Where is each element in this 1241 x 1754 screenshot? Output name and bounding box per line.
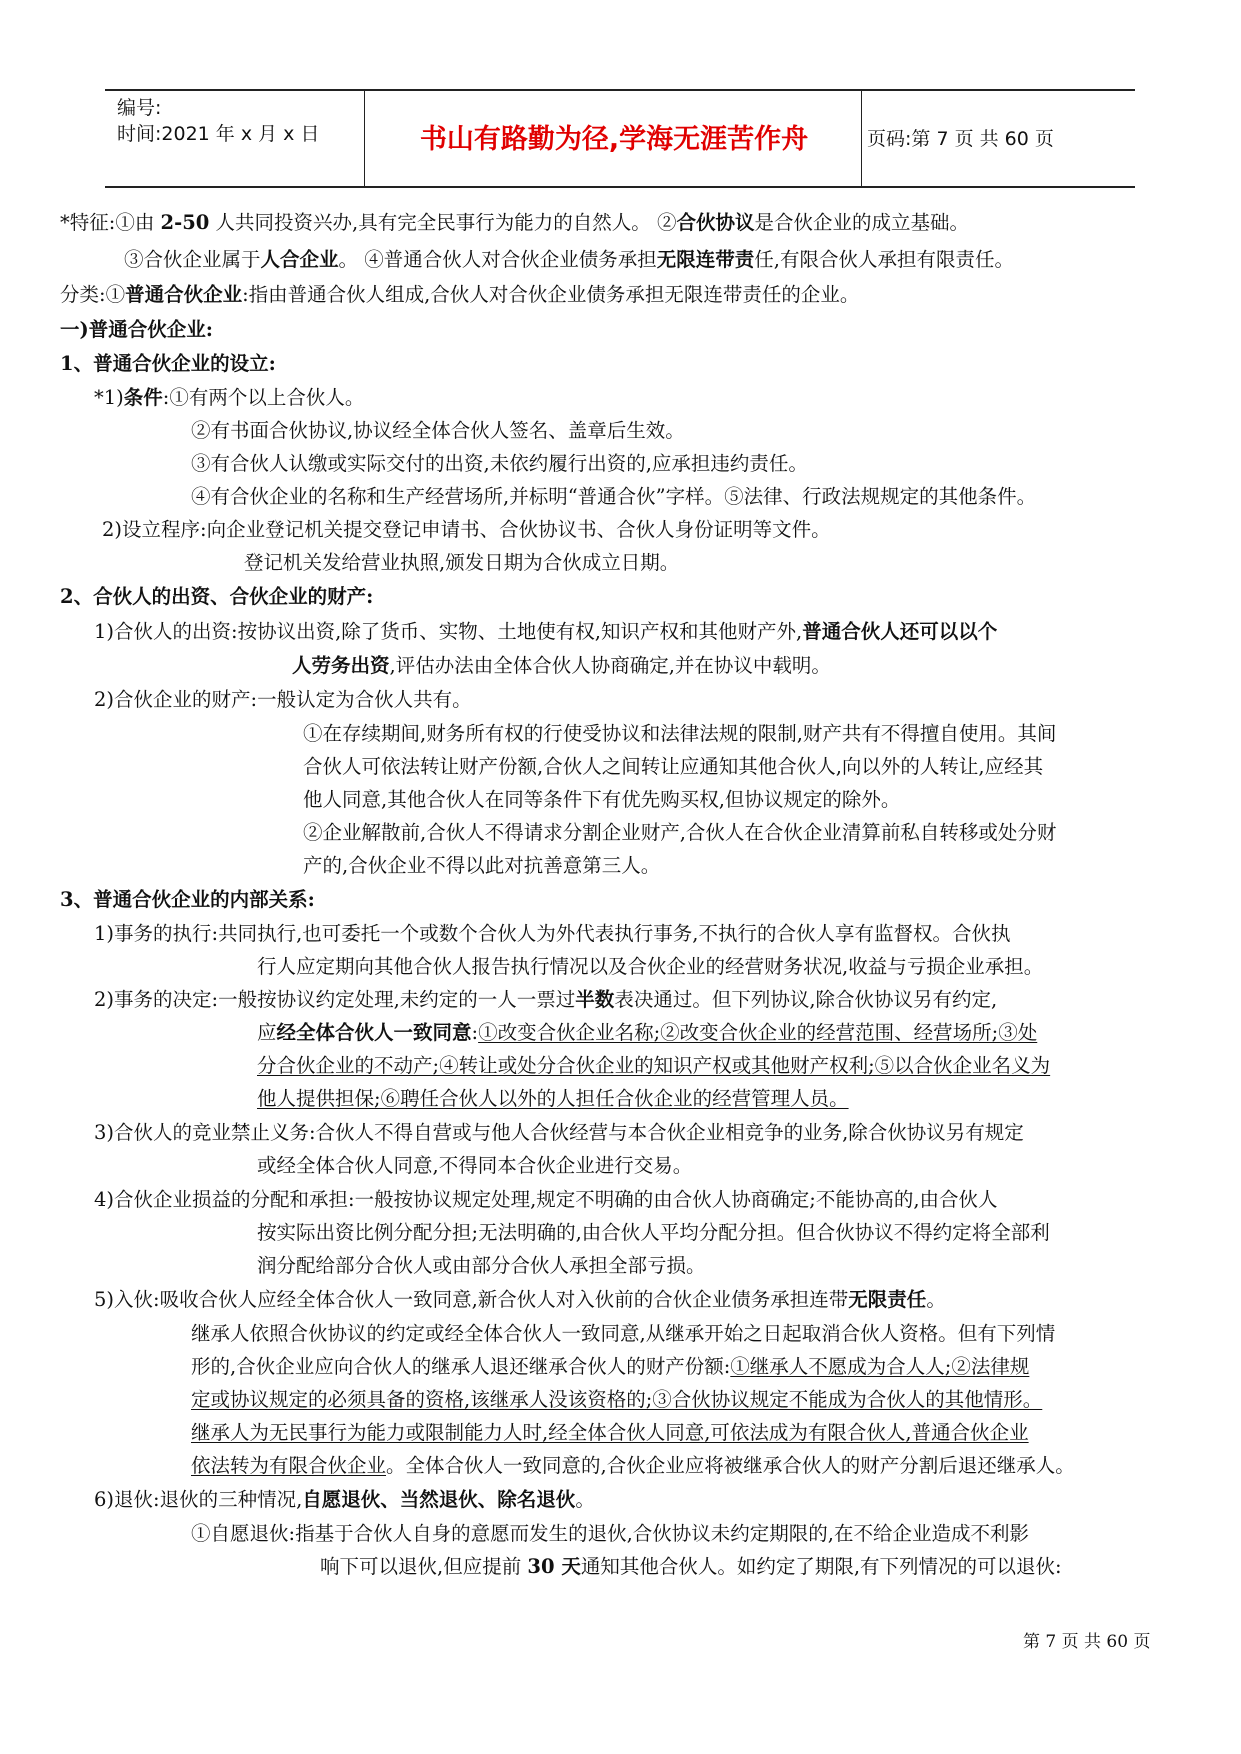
text-line: 2)设立程序:向企业登记机关提交登记申请书、合伙协议书、合伙人身份证明等文件。 bbox=[102, 518, 831, 541]
document-time: 时间:2021 年 x 月 x 日 bbox=[117, 123, 320, 145]
text-line: 1)事务的执行:共同执行,也可委托一个或数个合伙人为外代表执行事务,不执行的合伙人享有监督权。合伙执 bbox=[94, 922, 1011, 945]
document-number: 编号: bbox=[117, 97, 162, 119]
text-line: 应经全体合伙人一致同意:①改变合伙企业名称;②改变合伙企业的经营范围、经营场所;③处 bbox=[257, 1021, 1038, 1044]
text-line: 形的,合伙企业应向合伙人的继承人退还继承合伙人的财产份额:①继承人不愿成为合人人;②法律规 bbox=[191, 1355, 1030, 1378]
text-line: 响下可以退伙,但应提前 30 天通知其他合伙人。如约定了期限,有下列情况的可以退伙: bbox=[320, 1555, 1062, 1578]
text-line: 分类:①普通合伙企业:指由普通合伙人组成,合伙人对合伙企业债务承担无限连带责任的企业。 bbox=[60, 283, 860, 306]
text-line: 产的,合伙企业不得以此对抗善意第三人。 bbox=[303, 854, 661, 877]
header-page-code: 页码:第 7 页 共 60 页 bbox=[867, 128, 1054, 150]
text-line: ①自愿退伙:指基于合伙人自身的意愿而发生的退伙,合伙协议未约定期限的,在不给企业造成不利影 bbox=[191, 1522, 1029, 1545]
text-line: 按实际出资比例分配分担;无法明确的,由合伙人平均分配分担。但合伙协议不得约定将全部利 bbox=[257, 1221, 1050, 1244]
text-line: *1)条件:①有两个以上合伙人。 bbox=[94, 386, 365, 409]
text-line: 润分配给部分合伙人或由部分合伙人承担全部亏损。 bbox=[257, 1254, 706, 1277]
text-line: ②企业解散前,合伙人不得请求分割企业财产,合伙人在合伙企业清算前私自转移或处分财 bbox=[303, 821, 1057, 844]
text-line: 5)入伙:吸收合伙人应经全体合伙人一致同意,新合伙人对入伙前的合伙企业债务承担连带无限责任。 bbox=[94, 1288, 946, 1311]
header-table bbox=[105, 89, 1135, 188]
text-line: 行人应定期向其他合伙人报告执行情况以及合伙企业的经营财务状况,收益与亏损企业承担。 bbox=[257, 955, 1044, 978]
header-meta bbox=[117, 95, 357, 147]
header-divider bbox=[861, 91, 862, 186]
text-line: 继承人为无民事行为能力或限制能力人时,经全体合伙人同意,可依法成为有限合伙人,普通合伙企业 bbox=[191, 1421, 1029, 1444]
section-heading: 1、普通合伙企业的设立: bbox=[60, 352, 276, 375]
text-line: 依法转为有限合伙企业。全体合伙人一致同意的,合伙企业应将被继承合伙人的财产分割后退还继承人。 bbox=[191, 1454, 1075, 1477]
section-heading: 一)普通合伙企业: bbox=[60, 318, 213, 341]
section-heading: 2、合伙人的出资、合伙企业的财产: bbox=[60, 585, 374, 608]
text-line: 合伙人可依法转让财产份额,合伙人之间转让应通知其他合伙人,向以外的人转让,应经其 bbox=[303, 755, 1044, 778]
header-divider bbox=[364, 91, 365, 186]
page-footer: 第 7 页 共 60 页 bbox=[1023, 1632, 1151, 1652]
text-line: 或经全体合伙人同意,不得同本合伙企业进行交易。 bbox=[257, 1154, 693, 1177]
text-line: *特征:①由 2-50 人共同投资兴办,具有完全民事行为能力的自然人。 ②合伙协议是合伙企业的成立基础。 bbox=[60, 211, 969, 234]
text-line: 他人提供担保;⑥聘任合伙人以外的人担任合伙企业的经营管理人员。 bbox=[257, 1087, 849, 1110]
text-line: ④有合伙企业的名称和生产经营场所,并标明“普通合伙”字样。⑤法律、行政法规规定的其他条件。 bbox=[191, 485, 1037, 508]
text-line: 6)退伙:退伙的三种情况,自愿退伙、当然退伙、除名退伙。 bbox=[94, 1488, 595, 1511]
text-line: 登记机关发给营业执照,颁发日期为合伙成立日期。 bbox=[244, 551, 680, 574]
text-line: 分合伙企业的不动产;④转让或处分合伙企业的知识产权或其他财产权利;⑤以合伙企业名义为 bbox=[257, 1054, 1051, 1077]
text-line: 2)事务的决定:一般按协议约定处理,未约定的一人一票过半数表决通过。但下列协议,除合伙协议另有约定, bbox=[94, 988, 998, 1011]
text-line: 定或协议规定的必须具备的资格,该继承人没该资格的;③合伙协议规定不能成为合伙人的其他情形。 bbox=[191, 1388, 1043, 1411]
text-line: ③有合伙人认缴或实际交付的出资,未依约履行出资的,应承担违约责任。 bbox=[191, 452, 808, 475]
header-motto: 书山有路勤为径,学海无涯苦作舟 bbox=[419, 124, 809, 155]
text-line: 他人同意,其他合伙人在同等条件下有优先购买权,但协议规定的除外。 bbox=[303, 788, 901, 811]
section-heading: 3、普通合伙企业的内部关系: bbox=[60, 888, 315, 911]
text-line: 3)合伙人的竞业禁止义务:合伙人不得自营或与他人合伙经营与本合伙企业相竞争的业务,除合伙协议另有规定 bbox=[94, 1121, 1024, 1144]
text-line: ①在存续期间,财务所有权的行使受协议和法律法规的限制,财产共有不得擅自使用。其间 bbox=[303, 722, 1057, 745]
text-line: 4)合伙企业损益的分配和承担:一般按协议规定处理,规定不明确的由合伙人协商确定;不能协高的,由合伙人 bbox=[94, 1188, 998, 1211]
text-line: 人劳务出资,评估办法由全体合伙人协商确定,并在协议中载明。 bbox=[292, 654, 831, 677]
text-line: ③合伙企业属于人合企业。 ④普通合伙人对合伙企业债务承担无限连带责任,有限合伙人承担有限责任。 bbox=[124, 248, 1014, 271]
text-line: 2)合伙企业的财产:一般认定为合伙人共有。 bbox=[94, 688, 472, 711]
text-line: ②有书面合伙协议,协议经全体合伙人签名、盖章后生效。 bbox=[191, 419, 685, 442]
text-line: 继承人依照合伙协议的约定或经全体合伙人一致同意,从继承开始之日起取消合伙人资格。但有下列情 bbox=[191, 1322, 1056, 1345]
text-line: 1)合伙人的出资:按协议出资,除了货币、实物、土地使有权,知识产权和其他财产外,普通合伙人还可以以个 bbox=[94, 620, 998, 643]
